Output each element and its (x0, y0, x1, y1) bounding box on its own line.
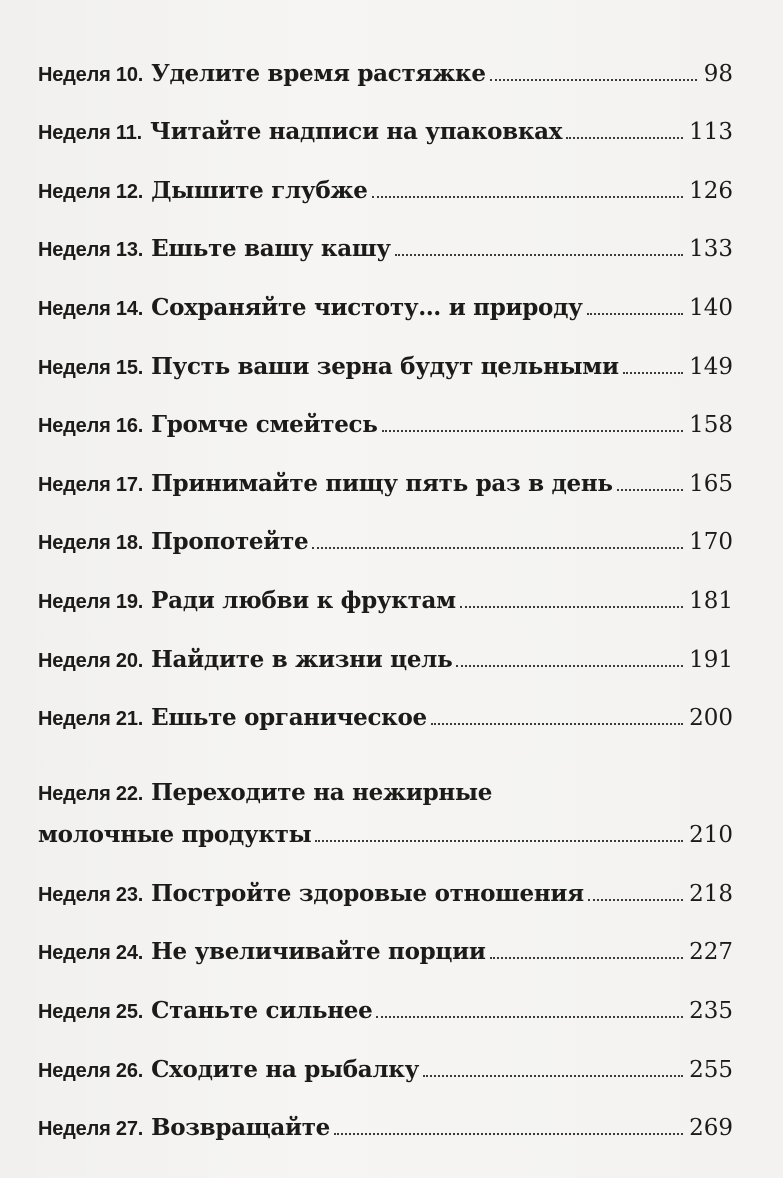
dot-leader (372, 195, 683, 198)
toc-entry-week-20[interactable] (38, 614, 733, 673)
week-label: Неделя 26. (38, 1059, 144, 1082)
page-number: 98 (703, 60, 733, 87)
toc-entry-week-25[interactable] (38, 965, 733, 1024)
week-label: Неделя 24. (38, 942, 144, 965)
page-number: 149 (689, 353, 733, 380)
toc-entry-week-19[interactable] (38, 555, 733, 614)
chapter-title: Не увеличивайте порции (151, 938, 486, 966)
toc-entry-week-27[interactable] (38, 1083, 733, 1142)
toc-entry-week-11[interactable] (38, 87, 733, 146)
toc-entry-week-13[interactable] (38, 204, 733, 263)
week-label: Неделя 15. (38, 356, 144, 379)
dot-leader (623, 371, 683, 374)
page-number: 255 (689, 1056, 733, 1083)
chapter-title: Пропотейте (151, 528, 309, 556)
week-label: Неделя 22. (38, 783, 144, 806)
page-number: 269 (689, 1115, 733, 1142)
dot-leader (490, 956, 683, 959)
chapter-title: Постройте здоровые отношения (151, 879, 584, 907)
week-label: Неделя 14. (38, 297, 144, 320)
chapter-title: Уделите время растяжке (151, 59, 486, 87)
page-number: 210 (689, 822, 733, 849)
week-label: Неделя 16. (38, 415, 144, 438)
toc-entry-week-16[interactable] (38, 380, 733, 439)
dot-leader (617, 488, 683, 491)
toc-entry-week-21[interactable] (38, 673, 733, 732)
chapter-title-continued: молочные продукты (38, 821, 312, 849)
chapter-title: Громче смейтесь (151, 411, 378, 439)
dot-leader (312, 546, 683, 549)
dot-leader (376, 1015, 683, 1018)
chapter-title: Читайте надписи на упаковках (150, 118, 563, 146)
dot-leader (315, 839, 683, 842)
dot-leader (490, 78, 697, 81)
dot-leader (460, 605, 683, 608)
page-number: 191 (689, 646, 733, 673)
toc-entry-week-26[interactable] (38, 1024, 733, 1083)
toc-entry-week-12[interactable] (38, 145, 733, 204)
toc-entry-week-22[interactable] (38, 731, 733, 848)
week-label: Неделя 23. (38, 883, 144, 906)
page-number: 113 (689, 119, 733, 146)
dot-leader (587, 312, 684, 315)
page-number: 133 (689, 236, 733, 263)
chapter-title: Возвращайте (151, 1114, 330, 1142)
page-number: 158 (689, 412, 733, 439)
week-label: Неделя 21. (38, 708, 144, 731)
dot-leader (423, 1074, 683, 1077)
chapter-title: Дышите глубже (151, 176, 368, 204)
chapter-title: Станьте сильнее (151, 996, 373, 1024)
week-label: Неделя 25. (38, 1000, 144, 1023)
chapter-title: Ради любви к фруктам (151, 586, 456, 614)
chapter-title: Сходите на рыбалку (151, 1055, 420, 1083)
dot-leader (588, 898, 683, 901)
toc-entry-week-15[interactable] (38, 321, 733, 380)
dot-leader (395, 253, 683, 256)
page-number: 126 (689, 177, 733, 204)
page-number: 170 (689, 529, 733, 556)
toc-entry-week-10[interactable] (38, 28, 733, 87)
dot-leader (431, 722, 683, 725)
page-number: 140 (689, 294, 733, 321)
toc-entry-week-17[interactable] (38, 438, 733, 497)
dot-leader (334, 1132, 683, 1135)
week-label: Неделя 27. (38, 1118, 144, 1141)
dot-leader (382, 429, 684, 432)
chapter-title: Переходите на нежирные (151, 779, 493, 807)
page-number: 165 (689, 470, 733, 497)
chapter-title: Сохраняйте чистоту… и природу (151, 293, 583, 321)
page-number: 218 (689, 880, 733, 907)
chapter-title: Пусть ваши зерна будут цельными (151, 352, 619, 380)
chapter-title: Ешьте вашу кашу (151, 235, 391, 263)
page-number: 181 (689, 587, 733, 614)
dot-leader (456, 664, 683, 667)
dot-leader (566, 136, 683, 139)
page-number: 235 (689, 997, 733, 1024)
week-label: Неделя 11. (38, 122, 143, 145)
week-label: Неделя 20. (38, 649, 144, 672)
page-number: 227 (689, 939, 733, 966)
page-number: 200 (689, 705, 733, 732)
chapter-title: Найдите в жизни цель (151, 645, 453, 673)
toc-entry-week-14[interactable] (38, 262, 733, 321)
chapter-title: Ешьте органическое (151, 704, 427, 732)
toc-entry-week-18[interactable] (38, 497, 733, 556)
week-label: Неделя 10. (38, 63, 144, 86)
week-label: Неделя 17. (38, 473, 144, 496)
toc-entry-week-23[interactable] (38, 848, 733, 907)
week-label: Неделя 12. (38, 180, 144, 203)
week-label: Неделя 13. (38, 239, 144, 262)
week-label: Неделя 19. (38, 590, 144, 613)
week-label: Неделя 18. (38, 532, 144, 555)
toc-entry-week-24[interactable] (38, 907, 733, 966)
table-of-contents (38, 28, 733, 1141)
chapter-title: Принимайте пищу пять раз в день (151, 469, 613, 497)
